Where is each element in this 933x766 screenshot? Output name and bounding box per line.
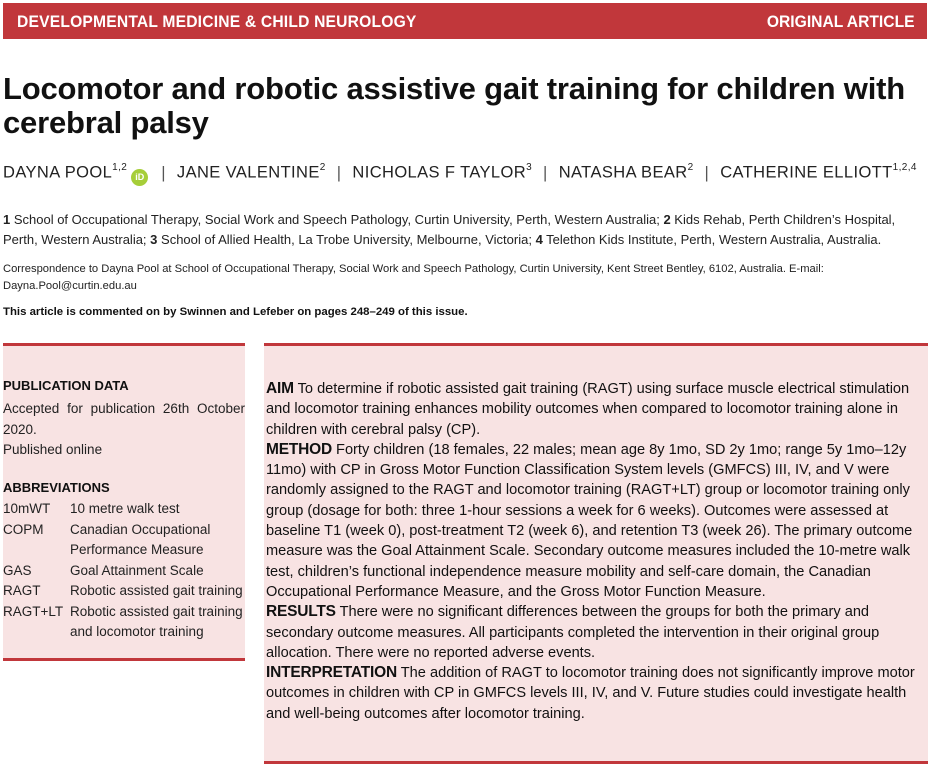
interpretation-label: INTERPRETATION: [266, 664, 397, 682]
abbreviation-definition: Canadian Occupational Performance Measure: [70, 521, 211, 557]
affiliation-number: 1: [3, 212, 11, 227]
abbreviation-definition: Robotic assisted gait training: [70, 583, 243, 598]
abbreviation-row: [3, 581, 243, 602]
author-separator: |: [336, 163, 342, 182]
abbreviation: GAS: [3, 562, 32, 578]
results-label: RESULTS: [266, 603, 336, 621]
abstract-interpretation: [266, 663, 922, 724]
abbreviation: RAGT+LT: [3, 603, 64, 619]
author-affiliation-marker: 2: [687, 162, 694, 173]
abbreviation-row: [3, 561, 243, 582]
publication-sidebar: [3, 343, 245, 661]
author-list: [3, 163, 928, 186]
affiliations: [3, 210, 928, 249]
abbreviation-row: [3, 520, 243, 561]
results-text: There were no significant differences between the groups for both the primary and secondary outcome measures. All participants completed the intervention in their original group allocation. There were no reported adverse events.: [266, 604, 880, 661]
abstract-text: [266, 379, 922, 724]
abstract-box: [264, 343, 928, 764]
affiliation-number: 2: [663, 212, 671, 227]
published-online: Published online: [3, 442, 103, 457]
interpretation-text: The addition of RAGT to locomotor training does not significantly improve motor outcomes in children with CP in GMFCS levels III, IV, and V. Future studies could investigate health and well-being outcomes after locomotor training.: [266, 665, 915, 722]
abbreviation-definition: Goal Attainment Scale: [70, 562, 204, 578]
author-name: NICHOLAS F TAYLOR: [352, 163, 527, 182]
abbreviation: 10mWT: [3, 501, 51, 516]
abbreviations-heading: ABBREVIATIONS: [3, 480, 110, 495]
publication-data-heading: PUBLICATION DATA: [3, 378, 129, 393]
author-name: CATHERINE ELLIOTT: [720, 163, 893, 182]
affiliation-text: School of Occupational Therapy, Social Work and Speech Pathology, Curtin University, Perth, Western Australia;: [10, 212, 664, 227]
method-label: METHOD: [266, 440, 332, 458]
commentary-note: This article is commented on by Swinnen and Lefeber on pages 248–249 of this issue.: [3, 306, 468, 318]
abbreviation-definition: Robotic assisted gait training and locomotor training: [70, 603, 243, 639]
affiliation-text: School of Allied Health, La Trobe University, Melbourne, Victoria;: [157, 231, 536, 247]
journal-header-band: [3, 3, 927, 39]
author-separator: |: [543, 163, 548, 182]
article-type: ORIGINAL ARTICLE: [767, 12, 915, 31]
journal-name: DEVELOPMENTAL MEDICINE & CHILD NEUROLOGY: [17, 12, 417, 31]
abstract-aim: [266, 379, 922, 440]
publication-details: [3, 399, 245, 461]
author-name: DAYNA POOL: [3, 163, 113, 182]
accepted-year: 2020.: [3, 421, 37, 437]
aim-text: To determine if robotic assisted gait training (RAGT) using surface muscle electrical stimulation and locomotor training enhances mobility outcomes when compared to locomotor training alone in children with cerebral palsy (CP).: [266, 381, 910, 438]
abbreviation: COPM: [3, 521, 44, 537]
affiliation-text: Kids Rehab, Perth Children’s Hospital, Perth, Western Australia;: [3, 212, 896, 247]
author-affiliation-marker: 1,2,4: [892, 162, 917, 173]
accepted-date: Accepted for publication 26th October: [3, 401, 245, 416]
affiliation-number: 3: [150, 231, 158, 247]
correspondence: Correspondence to Dayna Pool at School of Occupational Therapy, Social Work and Speech Pathology, Curtin University, Kent Street Bentley, 6102, Australia. E-mail: Dayna.Pool@curtin.edu.au: [3, 263, 824, 292]
affiliation-number: 4: [535, 231, 543, 247]
abbreviation-row: [3, 602, 243, 643]
abbreviation: RAGT: [3, 583, 41, 598]
author-name: JANE VALENTINE: [176, 163, 320, 182]
abbreviation-row: [3, 499, 243, 520]
article-title: Locomotor and robotic assistive gait training for children with cerebral palsy: [3, 71, 905, 140]
author-affiliation-marker: 2: [319, 162, 326, 173]
aim-label: AIM: [266, 380, 294, 397]
author-name: NATASHA BEAR: [558, 163, 688, 182]
method-text: Forty children (18 females, 22 males; mean age 8y 1mo, SD 2y 1mo; range 5y 1mo–12y 11mo) with CP in Gross Motor Function Classification System levels (GMFCS) III, IV, and V were randomly assigned to the RAGT and locomotor training (RAGT+LT) group or locomotor training only group (dosage for both: three 1-hour sessions a week for 6 weeks). Outcomes were assessed at baseline T1 (week 0), post-treatment T2 (week 6), and retention T3 (week 26). The primary outcome measure was the Goal Attainment Scale. Secondary outcome measures included the 10-metre walk test, children’s functional independence measure mobility and self-care domain, the Canadian Occupational Performance Measure, and the Gross Motor Function Measure.: [266, 441, 913, 600]
abbreviations-table: [3, 499, 243, 643]
orcid-icon[interactable]: iD: [131, 169, 148, 186]
abstract-results: [266, 602, 922, 663]
abbreviation-definition: 10 metre walk test: [70, 501, 180, 516]
author-affiliation-marker: 1,2: [112, 162, 128, 173]
affiliation-text: Telethon Kids Institute, Perth, Western Australia, Australia.: [542, 231, 882, 247]
author-affiliation-marker: 3: [526, 162, 533, 173]
author-separator: |: [161, 163, 166, 182]
abstract-method: [266, 440, 922, 602]
author-separator: |: [704, 163, 710, 182]
